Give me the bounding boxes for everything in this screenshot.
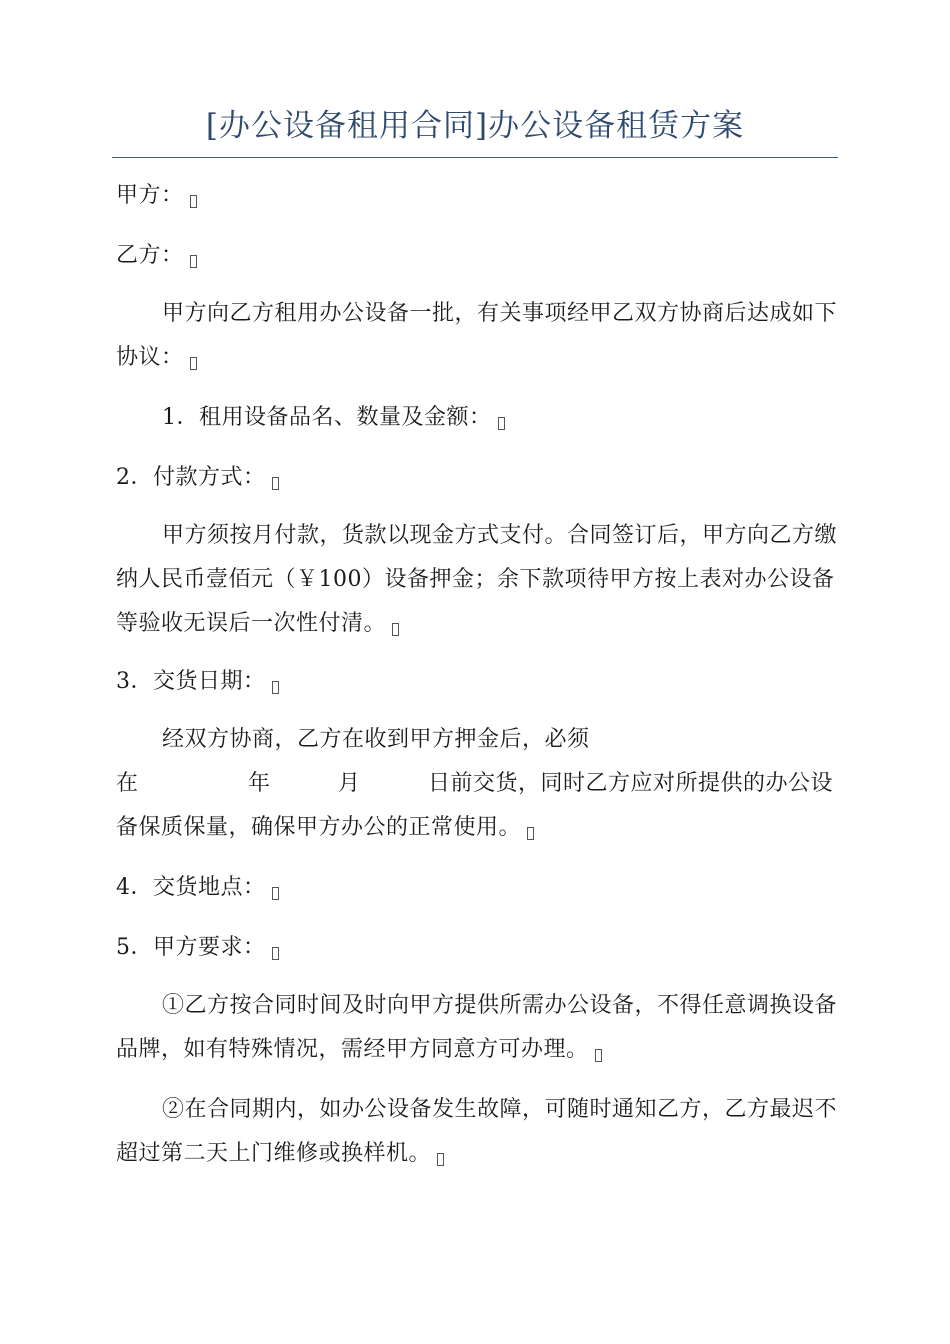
- document-title: [办公设备租用合同]办公设备租赁方案: [205, 108, 745, 144]
- paragraph-mark-icon: [190, 195, 197, 208]
- section-4-text: 4．交货地点：: [116, 875, 266, 900]
- requirement-1-text: 品牌，如有特殊情况，需经甲方同意方可办理。: [116, 1037, 589, 1062]
- paragraph-mark-icon: [527, 827, 534, 840]
- payment-line-2: 纳人民币壹佰元（￥100）设备押金；余下款项待甲方按上表对办公设备: [116, 567, 835, 592]
- payment-line-3: [116, 602, 836, 646]
- delivery-blank-year: 年: [248, 771, 271, 796]
- intro-line-1: 甲方向乙方租用办公设备一批，有关事项经甲乙双方协商后达成如下: [162, 301, 838, 326]
- section-2-heading: [116, 456, 836, 500]
- paragraph-mark-icon: [392, 623, 399, 636]
- section-1-text: 1．租用设备品名、数量及金额：: [162, 405, 492, 430]
- party-b-line: [116, 234, 836, 278]
- paragraph-mark-icon: [190, 255, 197, 268]
- title-divider: [112, 157, 838, 158]
- requirement-1-line-1: ①乙方按合同时间及时向甲方提供所需办公设备，不得任意调换设备: [162, 993, 838, 1018]
- requirement-2-line-1: ②在合同期内，如办公设备发生故障，可随时通知乙方，乙方最迟不: [162, 1097, 838, 1122]
- delivery-blank-month: 月: [338, 771, 361, 796]
- paragraph-mark-icon: [272, 681, 279, 694]
- paragraph-mark-icon: [595, 1049, 602, 1062]
- requirement-1-line-2: [116, 1028, 836, 1072]
- paragraph-mark-icon: [498, 417, 505, 430]
- paragraph-mark-icon: [190, 357, 197, 370]
- requirement-2-line-2: [116, 1132, 836, 1176]
- delivery-blank-zai: 在: [116, 771, 139, 796]
- party-b-label: 乙方：: [116, 243, 184, 268]
- intro-text: 协议：: [116, 345, 184, 370]
- paragraph-mark-icon: [272, 887, 279, 900]
- delivery-blank-day: 日前交货，同时乙方应对所提供的办公设: [428, 771, 834, 796]
- payment-text: 等验收无误后一次性付清。: [116, 611, 387, 636]
- section-2-text: 2．付款方式：: [116, 465, 266, 490]
- delivery-line-3: [116, 806, 836, 850]
- section-5-text: 5．甲方要求：: [116, 935, 266, 960]
- intro-line-2: [116, 336, 836, 380]
- requirement-2-text: 超过第二天上门维修或换样机。: [116, 1141, 432, 1166]
- party-a-line: [116, 174, 836, 218]
- delivery-line-1: 经双方协商，乙方在收到甲方押金后，必须: [162, 727, 590, 752]
- delivery-line-2: [116, 762, 836, 806]
- party-a-label: 甲方：: [116, 183, 184, 208]
- section-5-heading: [116, 926, 836, 970]
- payment-line-1: 甲方须按月付款，货款以现金方式支付。合同签订后，甲方向乙方缴: [162, 523, 838, 548]
- delivery-text: 备保质保量，确保甲方办公的正常使用。: [116, 815, 522, 840]
- section-4-heading: [116, 866, 836, 910]
- paragraph-mark-icon: [272, 477, 279, 490]
- section-3-text: 3．交货日期：: [116, 669, 266, 694]
- section-1-heading: [116, 396, 836, 440]
- paragraph-mark-icon: [272, 947, 279, 960]
- paragraph-mark-icon: [437, 1153, 444, 1166]
- section-3-heading: [116, 660, 836, 704]
